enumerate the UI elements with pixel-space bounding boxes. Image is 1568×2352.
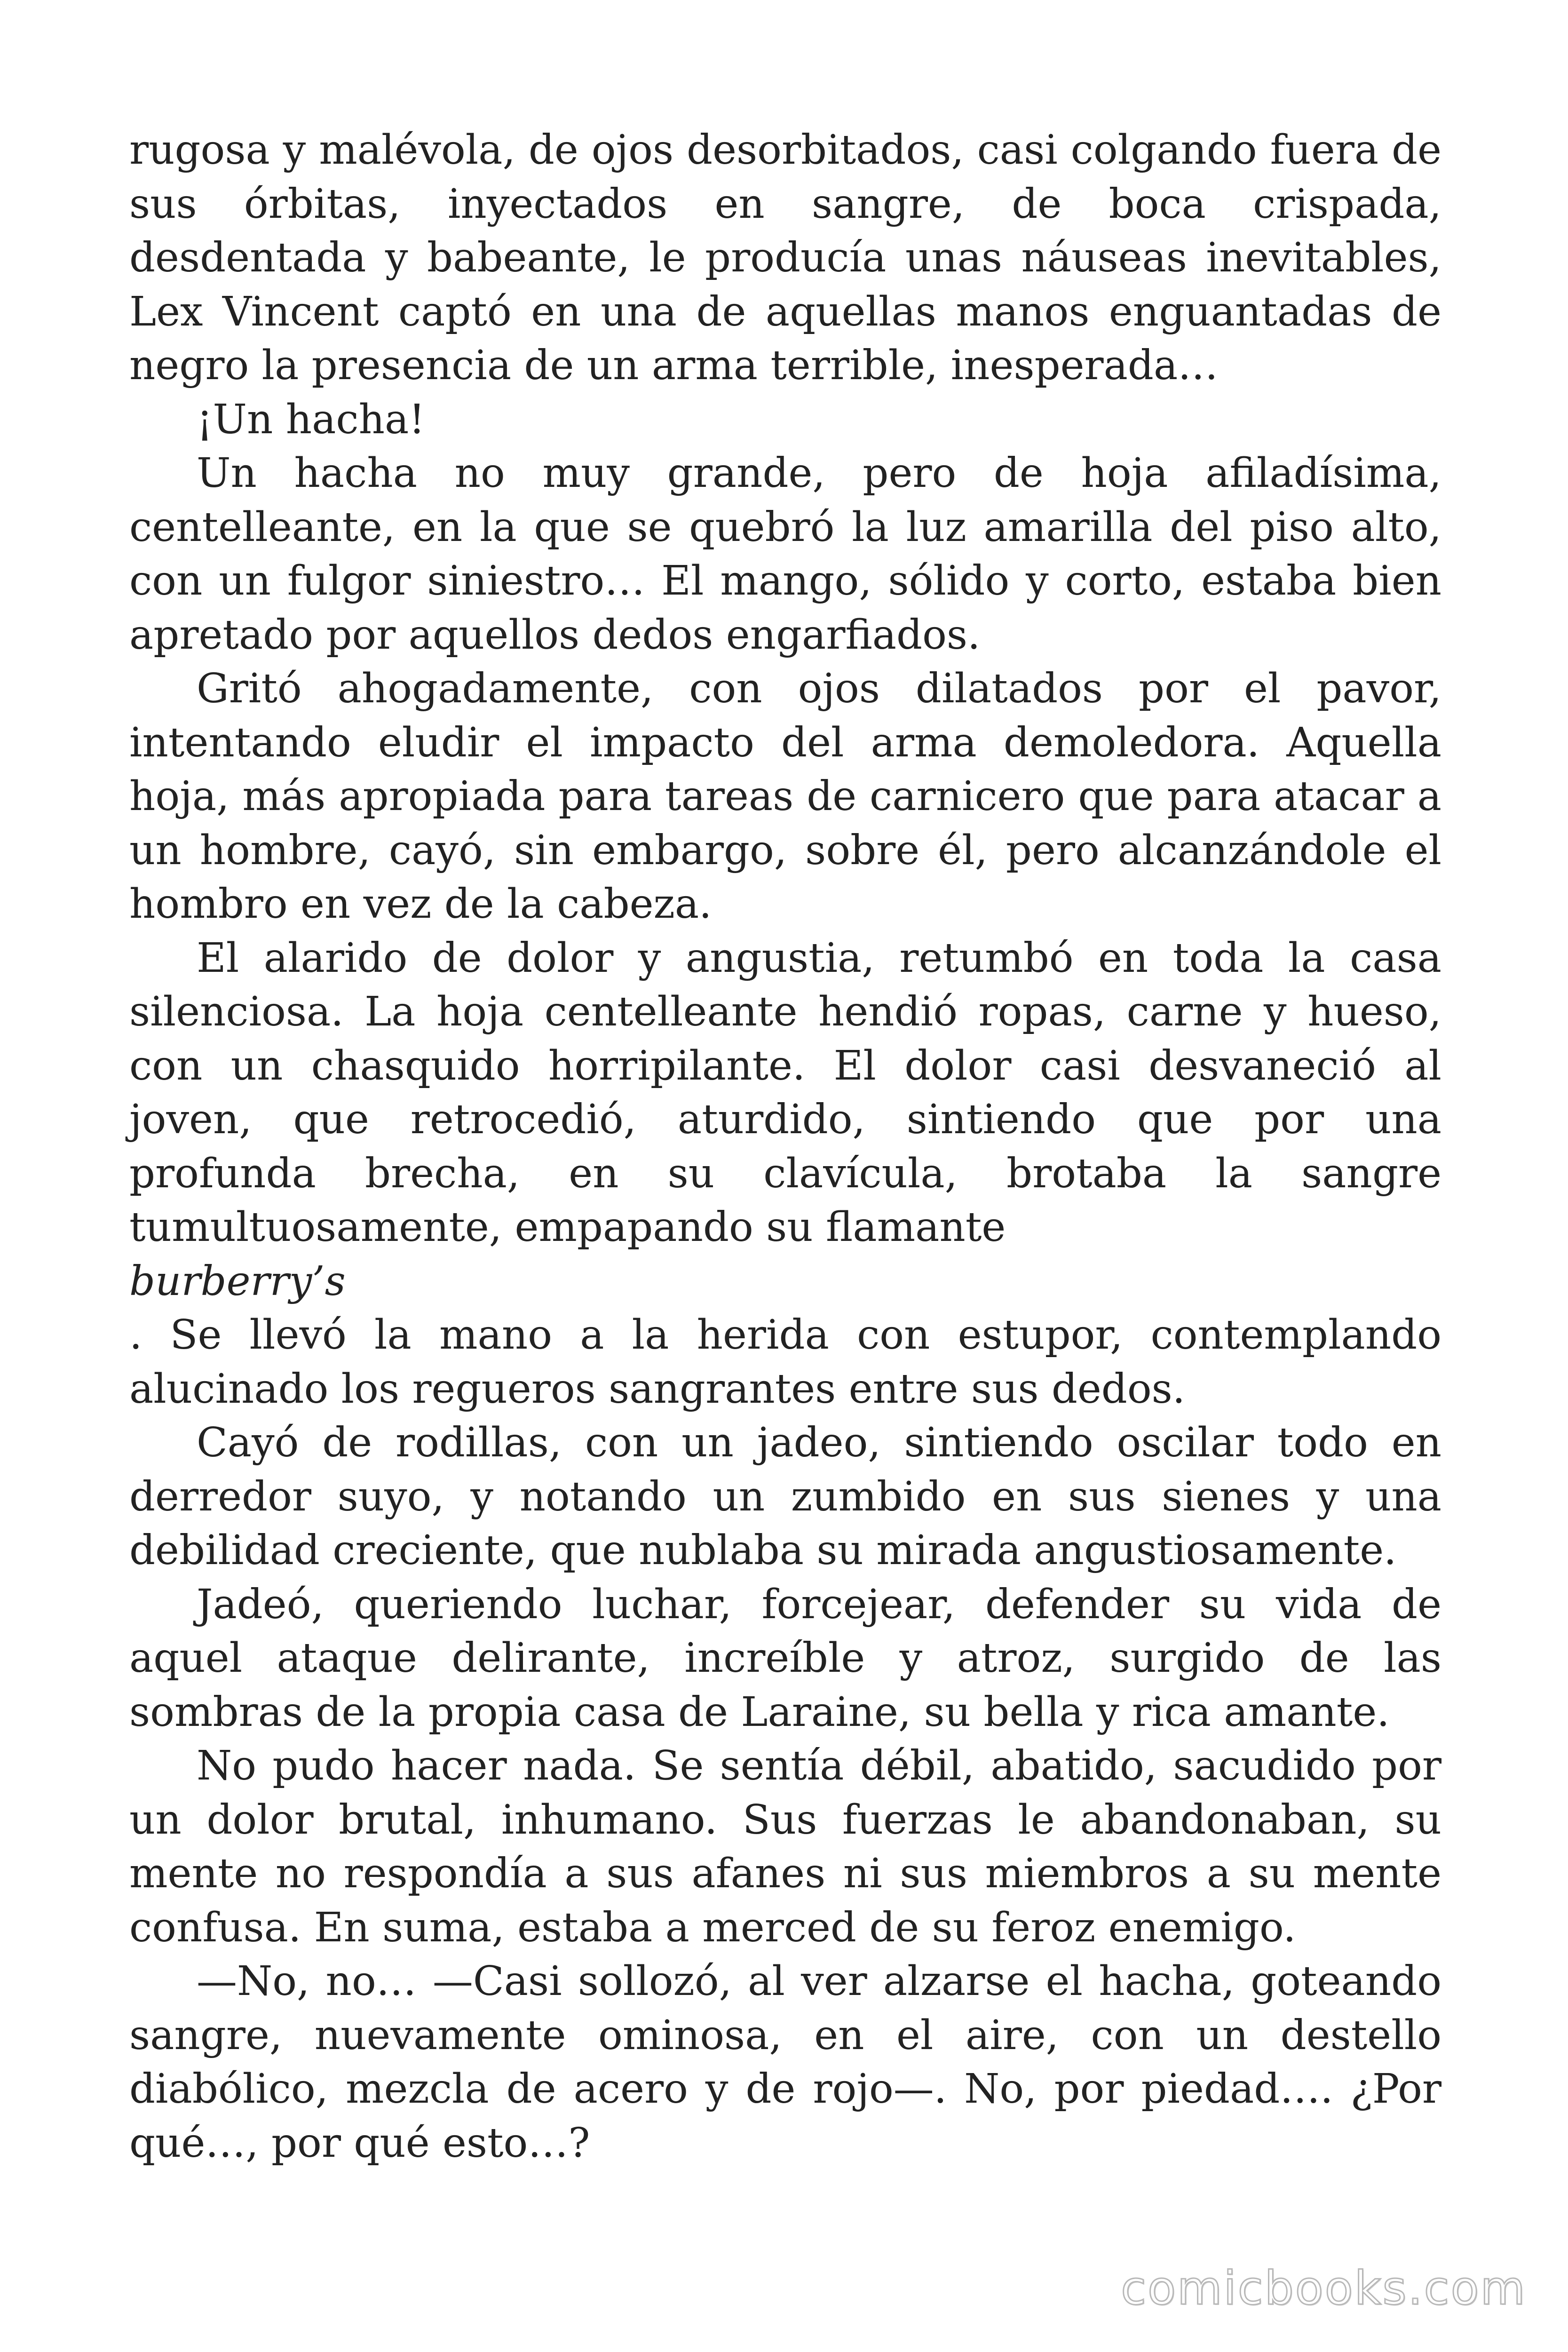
document-body [129, 123, 1441, 2170]
watermark: comicbooks.com [1121, 2262, 1527, 2315]
paragraph: rugosa y malévola, de ojos desorbitados, casi colgando fuera de sus órbitas, inyectados en sangre, de boca crispada, desdentada y babeante, le producía unas náuseas inevitables, Lex Vincent captó en una de aquellas manos enguantadas de negro la presencia de un arma terrible, inesperada… [129, 127, 1441, 389]
paragraph: Cayó de rodillas, con un jadeo, sintiendo oscilar todo en derredor suyo, y notando un zumbido en sus sienes y una debilidad creciente, que nublaba su mirada angustiosamente. [129, 1419, 1441, 1574]
paragraph: ¡Un hacha! [197, 396, 425, 443]
paragraph: Gritó ahogadamente, con ojos dilatados por el pavor, intentando eludir el impacto del arma demoledora. Aquella hoja, más apropiada para tareas de carnicero que para atacar a un hombre, cayó, sin embargo, sobre él, pero alcanzándole el hombro en vez de la cabeza. [129, 665, 1441, 928]
paragraph: No pudo hacer nada. Se sentía débil, abatido, sacudido por un dolor brutal, inhumano. Sus fuerzas le abandonaban, su mente no respondía a sus afanes ni sus miembros a su mente confusa. En suma, estaba a merced de su feroz enemigo. [129, 1742, 1441, 1951]
paragraph: —No, no… —Casi sollozó, al ver alzarse el hacha, goteando sangre, nuevamente ominosa, en el aire, con un destello diabólico, mezcla de acero y de rojo—. No, por piedad…. ¿Por qué…, por qué esto…? [129, 1958, 1441, 2167]
paragraph: Un hacha no muy grande, pero de hoja afiladísima, centelleante, en la que se quebró la luz amarilla del piso alto, con un fulgor siniestro… El mango, sólido y corto, estaba bien apretado por aquellos dedos engarfiados. [129, 450, 1441, 659]
paragraph: Jadeó, queriendo luchar, forcejear, defender su vida de aquel ataque delirante, increíble y atroz, surgido de las sombras de la propia casa de Laraine, su bella y rica amante. [129, 1581, 1441, 1736]
italic-word: burberry’s [129, 1257, 346, 1305]
paragraph: . Se llevó la mano a la herida con estupor, contemplando alucinado los regueros sangrantes entre sus dedos. [129, 1311, 1441, 1413]
paragraph: El alarido de dolor y angustia, retumbó en toda la casa silenciosa. La hoja centelleante hendió ropas, carne y hueso, con un chasquido horripilante. El dolor casi desvaneció al joven, que retrocedió, aturdido, sintiendo que por una profunda brecha, en su clavícula, brotaba la sangre tumultuosamente, empapando su flamante [129, 934, 1441, 1251]
